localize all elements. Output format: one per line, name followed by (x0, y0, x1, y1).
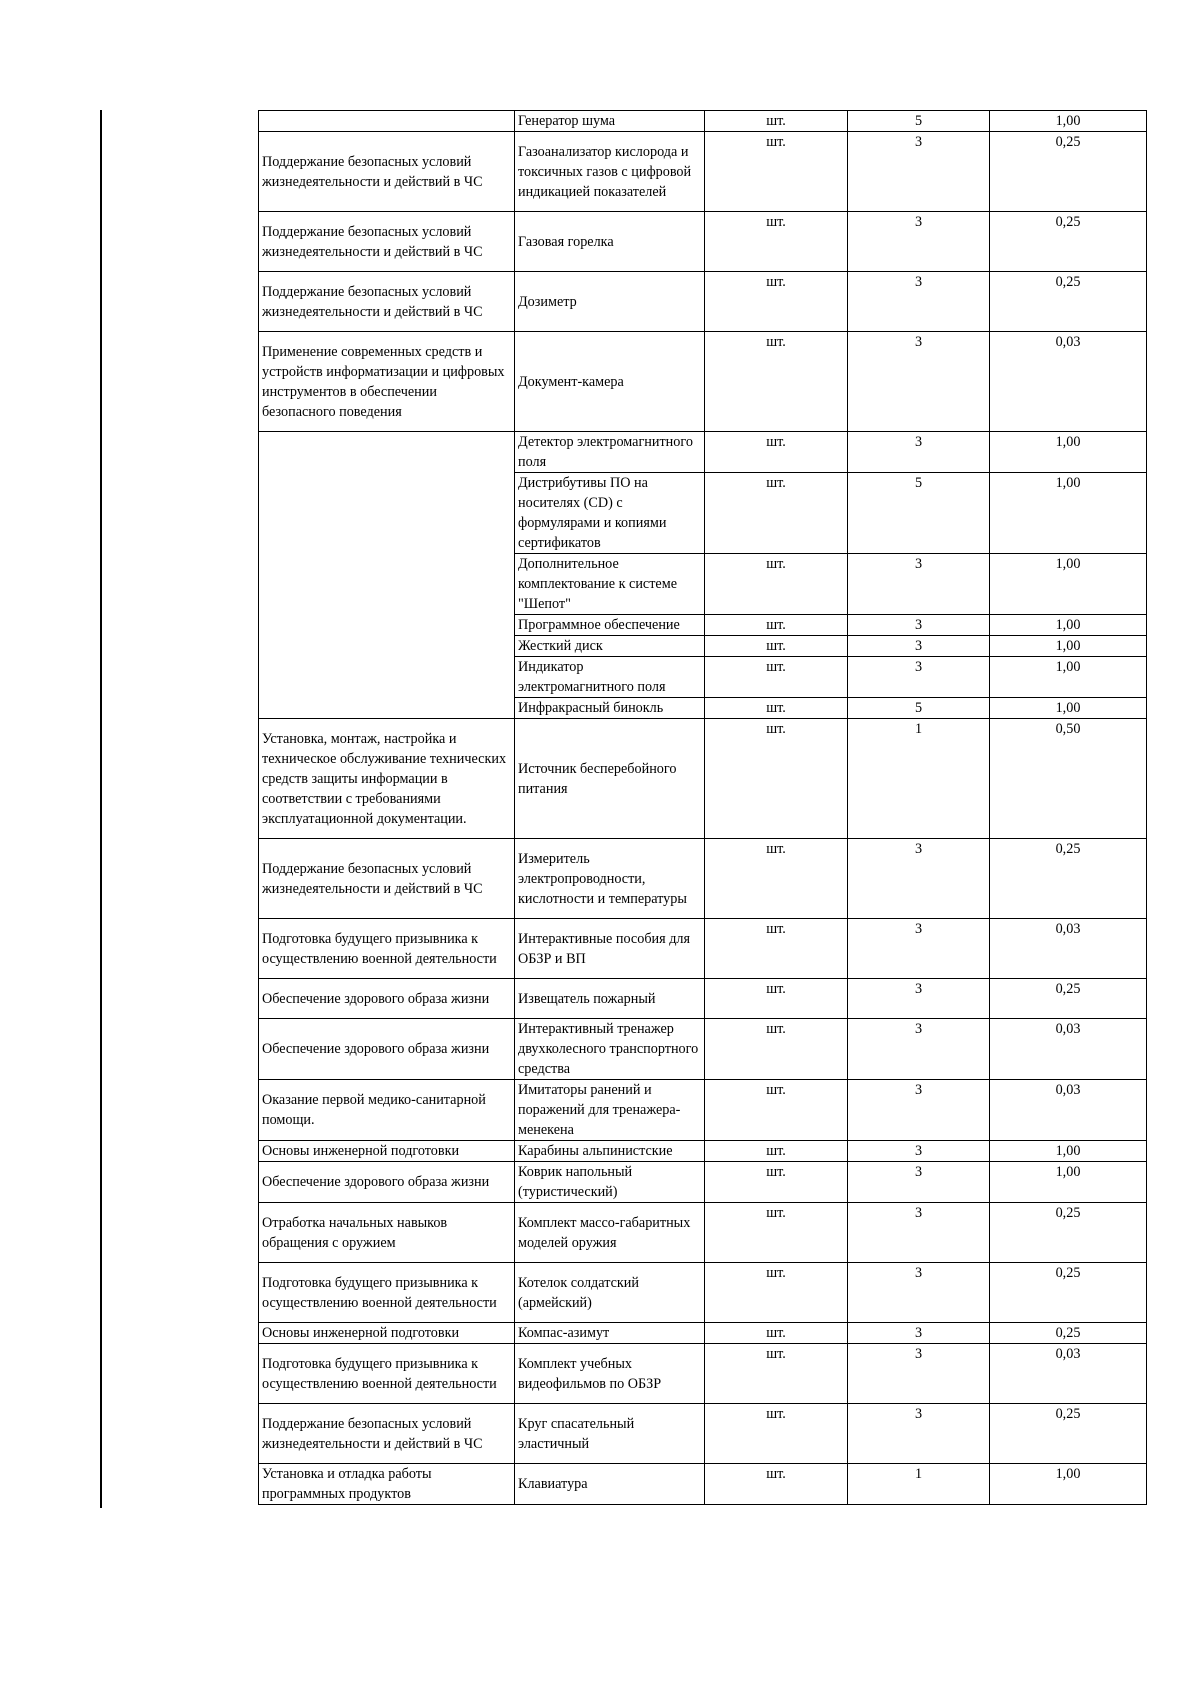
item-name-cell: Комплект учебных видеофильмов по ОБЗР (515, 1344, 705, 1404)
table-row (259, 1344, 1147, 1404)
coefficient-cell: 0,50 (990, 719, 1147, 839)
coefficient-cell: 0,03 (990, 1080, 1147, 1141)
unit-cell: шт. (705, 657, 848, 698)
activity-cell: Поддержание безопасных условий жизнедеятельности и действий в ЧС (259, 272, 515, 332)
quantity-cell: 3 (848, 636, 990, 657)
item-name-cell: Измеритель электропроводности, кислотности и температуры (515, 839, 705, 919)
unit-cell: шт. (705, 272, 848, 332)
left-margin-rule (100, 110, 102, 1508)
item-name-cell: Источник бесперебойного питания (515, 719, 705, 839)
activity-cell: Поддержание безопасных условий жизнедеятельности и действий в ЧС (259, 1404, 515, 1464)
quantity-cell: 3 (848, 332, 990, 432)
item-name-cell: Котелок солдатский (армейский) (515, 1263, 705, 1323)
coefficient-cell: 0,25 (990, 1323, 1147, 1344)
unit-cell: шт. (705, 1162, 848, 1203)
table-row (259, 132, 1147, 212)
activity-cell: Установка и отладка работы программных продуктов (259, 1464, 515, 1505)
activity-cell: Отработка начальных навыков обращения с оружием (259, 1203, 515, 1263)
activity-cell: Обеспечение здорового образа жизни (259, 1162, 515, 1203)
activity-cell: Обеспечение здорового образа жизни (259, 1019, 515, 1080)
item-name-cell: Интерактивные пособия для ОБЗР и ВП (515, 919, 705, 979)
coefficient-cell: 1,00 (990, 698, 1147, 719)
quantity-cell: 3 (848, 1141, 990, 1162)
quantity-cell: 3 (848, 1404, 990, 1464)
item-name-cell: Компас-азимут (515, 1323, 705, 1344)
table-row (259, 1404, 1147, 1464)
item-name-cell: Документ-камера (515, 332, 705, 432)
coefficient-cell: 0,25 (990, 272, 1147, 332)
quantity-cell: 3 (848, 432, 990, 473)
table-row (259, 1080, 1147, 1141)
item-name-cell: Газоанализатор кислорода и токсичных газов с цифровой индикацией показателей (515, 132, 705, 212)
coefficient-cell: 0,03 (990, 332, 1147, 432)
coefficient-cell: 0,25 (990, 1263, 1147, 1323)
unit-cell: шт. (705, 473, 848, 554)
table-row (259, 1019, 1147, 1080)
activity-cell: Установка, монтаж, настройка и техническое обслуживание технических средств защиты информации в соответствии с требованиями эксплуатационной документации. (259, 719, 515, 839)
table-row (259, 332, 1147, 432)
unit-cell: шт. (705, 1203, 848, 1263)
unit-cell: шт. (705, 719, 848, 839)
coefficient-cell: 0,25 (990, 1404, 1147, 1464)
quantity-cell: 5 (848, 698, 990, 719)
coefficient-cell: 0,03 (990, 1019, 1147, 1080)
quantity-cell: 3 (848, 1263, 990, 1323)
table-row (259, 1464, 1147, 1505)
item-name-cell: Коврик напольный (туристический) (515, 1162, 705, 1203)
coefficient-cell: 0,25 (990, 979, 1147, 1019)
item-name-cell: Извещатель пожарный (515, 979, 705, 1019)
quantity-cell: 3 (848, 1344, 990, 1404)
item-name-cell: Карабины альпинистские (515, 1141, 705, 1162)
item-name-cell: Интерактивный тренажер двухколесного транспортного средства (515, 1019, 705, 1080)
activity-cell: Применение современных средств и устройств информатизации и цифровых инструментов в обеспечении безопасного поведения (259, 332, 515, 432)
item-name-cell: Комплект массо-габаритных моделей оружия (515, 1203, 705, 1263)
table-row (259, 212, 1147, 272)
item-name-cell: Программное обеспечение (515, 615, 705, 636)
table-row (259, 839, 1147, 919)
activity-cell: Поддержание безопасных условий жизнедеятельности и действий в ЧС (259, 839, 515, 919)
item-name-cell: Дополнительное комплектование к системе "Шепот" (515, 554, 705, 615)
coefficient-cell: 1,00 (990, 657, 1147, 698)
unit-cell: шт. (705, 1080, 848, 1141)
coefficient-cell: 1,00 (990, 615, 1147, 636)
coefficient-cell: 0,25 (990, 839, 1147, 919)
coefficient-cell: 0,25 (990, 132, 1147, 212)
unit-cell: шт. (705, 1141, 848, 1162)
quantity-cell: 3 (848, 979, 990, 1019)
item-name-cell: Детектор электромагнитного поля (515, 432, 705, 473)
unit-cell: шт. (705, 132, 848, 212)
item-name-cell: Дозиметр (515, 272, 705, 332)
unit-cell: шт. (705, 919, 848, 979)
unit-cell: шт. (705, 432, 848, 473)
quantity-cell: 3 (848, 1203, 990, 1263)
activity-cell: Поддержание безопасных условий жизнедеятельности и действий в ЧС (259, 212, 515, 272)
quantity-cell: 3 (848, 1019, 990, 1080)
item-name-cell: Газовая горелка (515, 212, 705, 272)
quantity-cell: 3 (848, 657, 990, 698)
unit-cell: шт. (705, 1404, 848, 1464)
table-row (259, 1203, 1147, 1263)
coefficient-cell: 1,00 (990, 554, 1147, 615)
activity-cell: Подготовка будущего призывника к осуществлению военной деятельности (259, 1263, 515, 1323)
quantity-cell: 1 (848, 719, 990, 839)
coefficient-cell: 0,03 (990, 919, 1147, 979)
unit-cell: шт. (705, 636, 848, 657)
item-name-cell: Имитаторы ранений и поражений для тренажера-менекена (515, 1080, 705, 1141)
coefficient-cell: 1,00 (990, 636, 1147, 657)
table-row (259, 111, 1147, 132)
coefficient-cell: 0,25 (990, 212, 1147, 272)
quantity-cell: 5 (848, 473, 990, 554)
quantity-cell: 5 (848, 111, 990, 132)
activity-cell (259, 432, 515, 719)
table-row (259, 1323, 1147, 1344)
quantity-cell: 1 (848, 1464, 990, 1505)
table-row (259, 919, 1147, 979)
activity-cell: Подготовка будущего призывника к осуществлению военной деятельности (259, 1344, 515, 1404)
unit-cell: шт. (705, 1344, 848, 1404)
unit-cell: шт. (705, 111, 848, 132)
activity-cell: Оказание первой медико-санитарной помощи. (259, 1080, 515, 1141)
item-name-cell: Круг спасательный эластичный (515, 1404, 705, 1464)
coefficient-cell: 1,00 (990, 1141, 1147, 1162)
item-name-cell: Клавиатура (515, 1464, 705, 1505)
activity-cell: Основы инженерной подготовки (259, 1323, 515, 1344)
table-row (259, 432, 1147, 473)
coefficient-cell: 1,00 (990, 473, 1147, 554)
coefficient-cell: 1,00 (990, 1464, 1147, 1505)
coefficient-cell: 1,00 (990, 432, 1147, 473)
item-name-cell: Генератор шума (515, 111, 705, 132)
unit-cell: шт. (705, 212, 848, 272)
activity-cell: Подготовка будущего призывника к осуществлению военной деятельности (259, 919, 515, 979)
table-row (259, 1263, 1147, 1323)
coefficient-cell: 0,25 (990, 1203, 1147, 1263)
activity-cell (259, 111, 515, 132)
unit-cell: шт. (705, 839, 848, 919)
table-row (259, 979, 1147, 1019)
table-row (259, 1162, 1147, 1203)
unit-cell: шт. (705, 332, 848, 432)
unit-cell: шт. (705, 979, 848, 1019)
coefficient-cell: 1,00 (990, 1162, 1147, 1203)
table-row (259, 272, 1147, 332)
quantity-cell: 3 (848, 919, 990, 979)
activity-cell: Поддержание безопасных условий жизнедеятельности и действий в ЧС (259, 132, 515, 212)
unit-cell: шт. (705, 1263, 848, 1323)
quantity-cell: 3 (848, 272, 990, 332)
table-row (259, 719, 1147, 839)
unit-cell: шт. (705, 1019, 848, 1080)
quantity-cell: 3 (848, 132, 990, 212)
activity-cell: Основы инженерной подготовки (259, 1141, 515, 1162)
item-name-cell: Дистрибутивы ПО на носителях (CD) с формулярами и копиями сертификатов (515, 473, 705, 554)
quantity-cell: 3 (848, 554, 990, 615)
quantity-cell: 3 (848, 1323, 990, 1344)
quantity-cell: 3 (848, 615, 990, 636)
quantity-cell: 3 (848, 212, 990, 272)
coefficient-cell: 1,00 (990, 111, 1147, 132)
unit-cell: шт. (705, 615, 848, 636)
quantity-cell: 3 (848, 839, 990, 919)
equipment-table (258, 110, 1147, 1505)
coefficient-cell: 0,03 (990, 1344, 1147, 1404)
quantity-cell: 3 (848, 1080, 990, 1141)
quantity-cell: 3 (848, 1162, 990, 1203)
item-name-cell: Жесткий диск (515, 636, 705, 657)
item-name-cell: Инфракрасный бинокль (515, 698, 705, 719)
unit-cell: шт. (705, 554, 848, 615)
table-row (259, 1141, 1147, 1162)
unit-cell: шт. (705, 698, 848, 719)
item-name-cell: Индикатор электромагнитного поля (515, 657, 705, 698)
activity-cell: Обеспечение здорового образа жизни (259, 979, 515, 1019)
unit-cell: шт. (705, 1464, 848, 1505)
unit-cell: шт. (705, 1323, 848, 1344)
